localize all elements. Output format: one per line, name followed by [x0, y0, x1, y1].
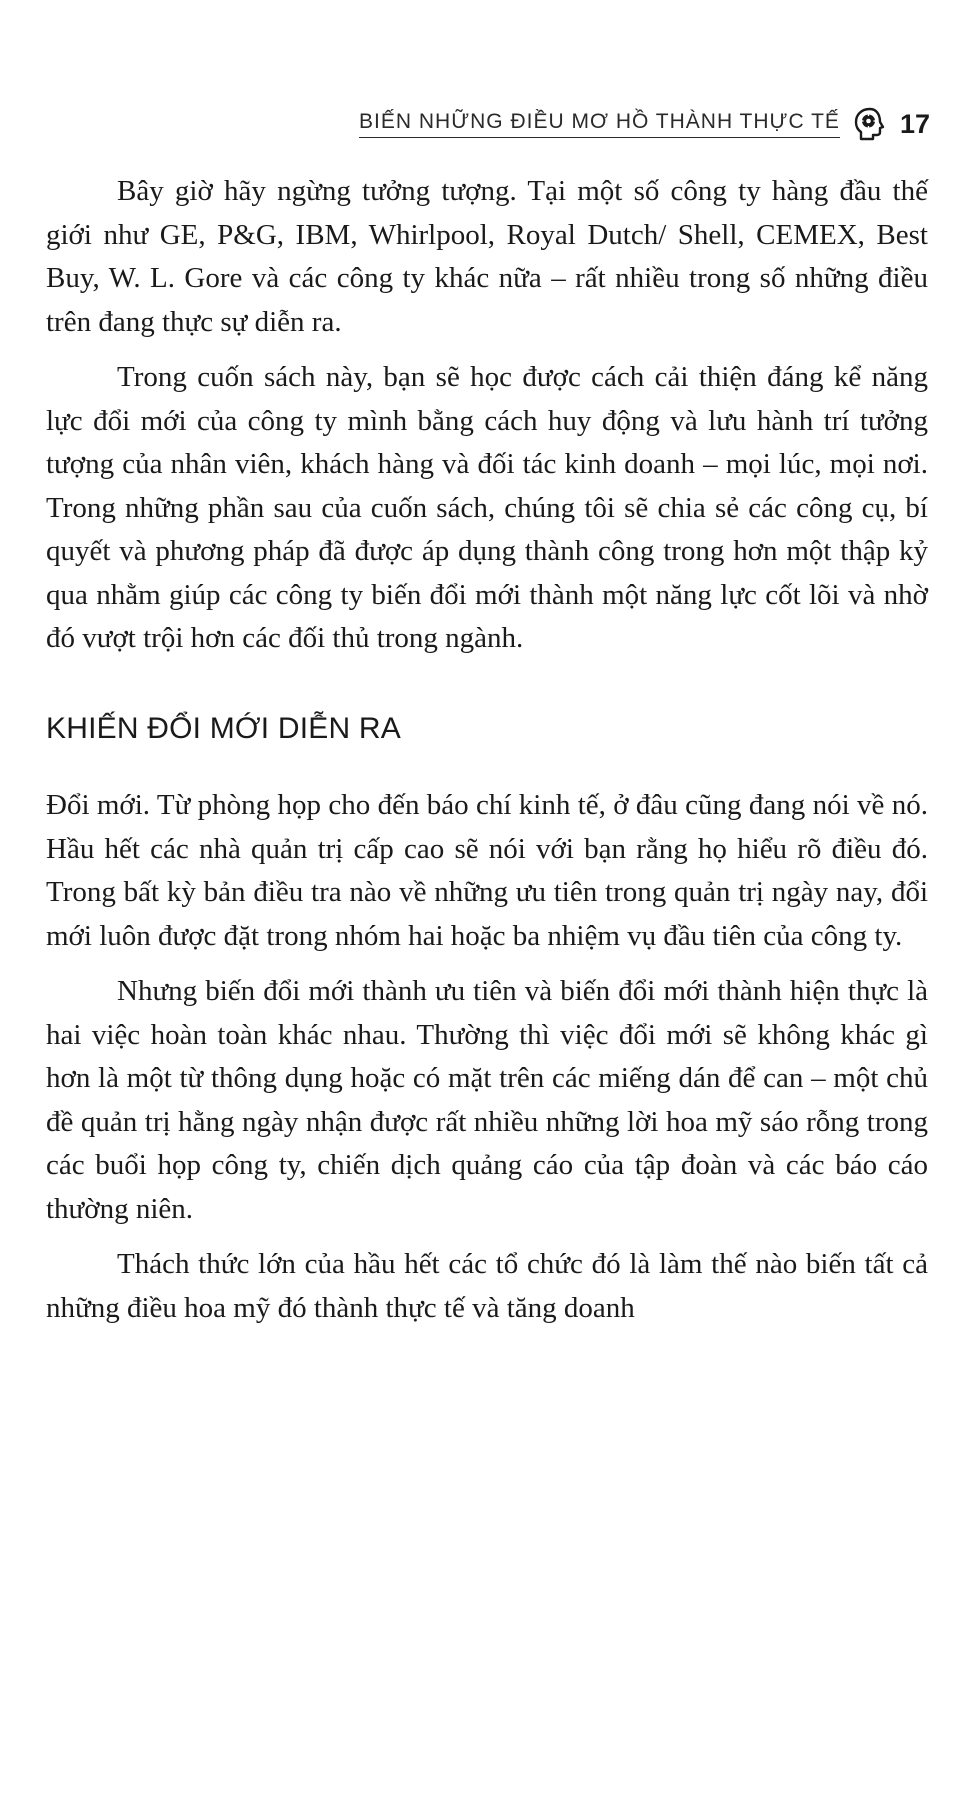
- paragraph-4: Nhưng biến đổi mới thành ưu tiên và biến đổi mới thành hiện thực là hai việc hoàn toàn khác nhau. Thường thì việc đổi mới sẽ không khác gì hơn là một từ thông dụng hoặc có mặt trên các miếng dán để can – một chủ đề quản trị hằng ngày nhận được rất nhiều những lời hoa mỹ sáo rỗng trong các buổi họp công ty, chiến dịch quảng cáo của tập đoàn và các báo cáo thường niên.: [46, 975, 928, 1225]
- paragraph-2: Trong cuốn sách này, bạn sẽ học được cách cải thiện đáng kể năng lực đổi mới của công ty mình bằng cách huy động và lưu hành trí tưởng tượng của nhân viên, khách hàng và đối tác kinh doanh – mọi lúc, mọi nơi. Trong những phần sau của cuốn sách, chúng tôi sẽ chia sẻ các công cụ, bí quyết và phương pháp đã được áp dụng thành công trong hơn một thập kỷ qua nhằm giúp các công ty biến đổi mới thành một năng lực cốt lõi và nhờ đó vượt trội hơn các đối thủ trong ngành.: [46, 361, 928, 654]
- paragraph-3: Đổi mới. Từ phòng họp cho đến báo chí kinh tế, ở đâu cũng đang nói về nó. Hầu hết các nhà quản trị cấp cao sẽ nói với bạn rằng họ hiểu rõ điều đó. Trong bất kỳ bản điều tra nào về những ưu tiên trong quản trị ngày nay, đổi mới luôn được đặt trong nhóm hai hoặc ba nhiệm vụ đầu tiên của công ty.: [46, 789, 928, 952]
- running-header: [330, 104, 930, 144]
- body-text: [46, 170, 928, 1330]
- section-heading: KHIẾN ĐỔI MỚI DIỄN RA: [46, 711, 401, 745]
- chapter-title: BIẾN NHỮNG ĐIỀU MƠ HỒ THÀNH THỰC TẾ: [359, 110, 840, 138]
- paragraph-1: Bây giờ hãy ngừng tưởng tượng. Tại một số công ty hàng đầu thế giới như GE, P&G, IBM, Whirlpool, Royal Dutch/ Shell, CEMEX, Best Buy, W. L. Gore và các công ty khác nữa – rất nhiều trong số những điều trên đang thực sự diễn ra.: [46, 175, 928, 338]
- paragraph-5: Thách thức lớn của hầu hết các tổ chức đó là làm thế nào biến tất cả những điều hoa mỹ đó thành thực tế và tăng doanh: [46, 1248, 928, 1324]
- page-number: 17: [899, 108, 930, 139]
- head-with-gear-icon: [852, 106, 888, 142]
